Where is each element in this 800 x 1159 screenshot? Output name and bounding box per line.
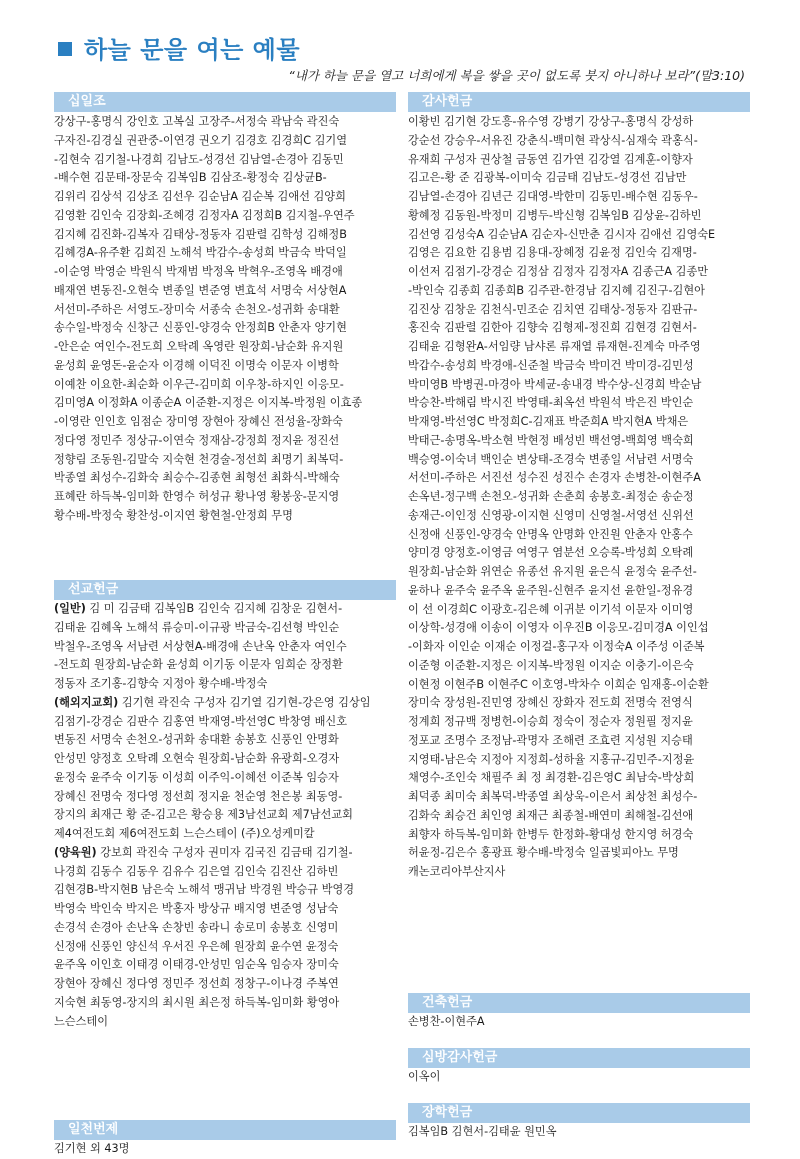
name-line: 강상구-홍명식 강인호 고복실 고장주-서정숙 곽남숙 곽진숙 (54, 115, 340, 128)
name-text: 안성민 양정호 오탁례 오현숙 원장희-남순화 유광희-오경자 (54, 752, 340, 765)
name-line: -박인숙 김종희 김종희B 김주관-한경남 김지혜 김진구-김현아 (408, 283, 705, 297)
section-title: 건축헌금 (422, 995, 473, 1010)
name-line: 김선영 김성숙A 김순남A 김순자-신만춘 김시자 김애선 김영숙E (408, 227, 716, 241)
section-title: 감사헌금 (422, 94, 473, 109)
name-line: 배재연 변동진-오현숙 변종일 변준영 변효석 서명숙 서상현A (54, 283, 347, 297)
name-line: 김지혜 김진화-김복자 김태상-정동자 김판렬 김학성 김해정B (54, 227, 347, 241)
name-line (54, 975, 396, 994)
name-line: 이선저 김점기-강경순 김정삼 김정자 김정자A 김종근A 김종만 (408, 265, 709, 278)
name-line: 박종열 최성수-김화숙 최승수-김종현 최형선 최화식-박해숙 (54, 471, 340, 485)
name-line: 송수일-박정숙 신창근 신풍인-양경숙 안정희B 안춘자 양기현 (54, 321, 347, 335)
name-line: 김영은 김요한 김용범 김용대-장혜정 김윤정 김인숙 김재명- (408, 246, 697, 260)
section-heading-tithe (54, 92, 396, 112)
name-line: 원장희-남순화 위연순 유종선 유지원 윤은식 윤정숙 윤주선- (408, 565, 697, 578)
name-line (54, 844, 396, 863)
name-text: 정동자 조기홍-김향숙 지정아 황수배-박정숙 (54, 677, 268, 690)
section-heading-thanks (408, 92, 750, 112)
name-text: -전도희 원장희-남순화 윤성희 이기동 이문자 임희순 장정환 (54, 658, 343, 672)
name-text: 김기현 곽진숙 구성자 김기열 김기현-강은영 김상임 (118, 695, 371, 709)
name-line: 김고은-황 준 김광복-이미숙 김금태 김남도-성경선 김남만 (408, 171, 687, 185)
category-tag: (양육원) (54, 845, 97, 859)
name-line: 김기현 외 43명 (54, 1142, 130, 1155)
name-line: 김미영A 이정화A 이종순A 이준환-지정은 이지복-박정원 이효종 (54, 396, 363, 410)
section-body-tithe (54, 113, 396, 533)
name-line: 황수배-박정숙 황찬성-이지연 황현철-안정희 무명 (54, 508, 293, 522)
name-line: 김혜경A-유주환 김희진 노해석 박감수-송성희 박금숙 박덕일 (54, 246, 347, 260)
name-line: 김남열-손경아 김년근 김대영-박한미 김동민-배수현 김동우- (408, 190, 698, 203)
name-text: 김현경B-박지현B 남은숙 노해석 맹귀남 박경원 박승규 박영경 (54, 883, 355, 897)
name-line (54, 806, 396, 825)
name-line: 지영태-남은숙 지정아 지정희-성하율 지홍규-김민주-지정윤 (408, 752, 695, 766)
name-line (54, 825, 396, 844)
section-body-building (408, 1013, 750, 1032)
title-square-icon (58, 42, 72, 56)
name-text: 박영숙 박인숙 박지은 박홍자 방상규 배지영 변준영 성남숙 (54, 902, 339, 915)
name-line (54, 1013, 396, 1032)
name-line: 이준형 이준환-지정은 이지복-박정원 이지순 이충기-이은숙 (408, 658, 694, 672)
name-text: 변동진 서명숙 손천오-성귀화 송대환 송봉호 신풍인 안명화 (54, 733, 339, 747)
name-line: 신정애 신풍인-양경숙 안명옥 안명화 안진원 안춘자 안홍수 (408, 527, 693, 541)
name-line: 유재희 구성자 권상철 금동연 김가연 김강열 김계훈-이향자 (408, 152, 693, 166)
name-line: 김위리 김상석 김상조 김선우 김순남A 김순복 김애선 김양희 (54, 190, 346, 203)
name-line: 캐논코리아부산지사 (408, 865, 506, 878)
section-body-mountain (408, 1068, 750, 1087)
name-line: 이상학-성경애 이송이 이영자 이우진B 이응모-김미경A 이인섭 (408, 621, 709, 635)
name-line: 박태근-송명옥-박소현 박현정 배성빈 백선영-백희영 백숙희 (408, 433, 694, 447)
name-text: 지숙현 최동영-장지의 최시원 최은정 하득복-임미화 황영아 (54, 995, 340, 1009)
name-line: 최향자 하득복-임미화 한병두 한정화-황대성 한지영 허경숙 (408, 827, 694, 841)
name-line (54, 675, 396, 694)
section-title: 심방감사헌금 (422, 1050, 498, 1065)
name-line: 양미경 양정호-이영금 여영구 염분선 오승록-박성희 오탁례 (408, 546, 694, 560)
name-line (54, 656, 396, 675)
section-heading-scholarship (408, 1103, 750, 1123)
name-line: 김화숙 최승건 최인영 최재근 최종철-배연미 최해철-김선애 (408, 808, 694, 822)
name-text: 김태윤 김혜옥 노해석 류승미-이규광 박금숙-김선형 박인순 (54, 620, 340, 634)
name-line (54, 600, 396, 619)
name-line: 표혜란 하득복-임미화 한영수 허성규 황나영 황봉웅-문지영 (54, 490, 340, 503)
name-text: 김 미 김금태 김복임B 김인숙 김지혜 김창운 김현서- (85, 602, 343, 615)
category-tag: (해외지교회) (54, 695, 119, 709)
name-text: 윤주옥 이인호 이태경 이태경-안성민 임순옥 임승자 장미숙 (54, 958, 339, 972)
section-heading-building (408, 993, 750, 1013)
name-line: 박승찬-박해림 박시진 박영태-최옥선 박원석 박은진 박인순 (408, 396, 694, 410)
name-line: 김복임B 김현서-김태윤 원민옥 (408, 1125, 557, 1138)
name-line: 백승영-이숙녀 백인순 변상태-조경숙 변종일 서남련 서명숙 (408, 452, 694, 466)
name-line (54, 788, 396, 807)
name-text: 장지의 최재근 황 준-김고은 황승용 제3남선교회 제7남선교회 (54, 808, 353, 822)
name-line: -배수현 김문태-장문숙 김복임B 김삼조-황정숙 김상균B- (54, 171, 327, 185)
name-text: 신정애 신풍인 양신석 우서진 우은혜 원장희 윤수연 윤정숙 (54, 939, 339, 953)
name-line: 허윤정-김은수 홍광표 황수배-박정숙 일곱빛피아노 무명 (408, 846, 679, 860)
name-line: -이영란 인인호 임점순 장미영 장현아 장혜신 전성율-장화숙 (54, 415, 343, 428)
name-line: 구자진-김경실 권관중-이연경 권오기 김경호 김경희C 김기열 (54, 133, 348, 147)
name-line: 황혜정 김동원-박정미 김병두-박신형 김복임B 김상윤-김하빈 (408, 208, 702, 222)
name-text: 제4여전도회 제6여전도회 느슨스테이 (주)오성케미칼 (54, 827, 315, 840)
name-line: 정계희 정규백 정병헌-이승희 정숙이 정순자 정원필 정지윤 (408, 715, 693, 728)
name-line: 박갑수-송성희 박경애-신준철 박금숙 박미건 박미경-김민성 (408, 358, 694, 372)
section-title: 장학헌금 (422, 1105, 473, 1120)
section-heading-mountain (408, 1048, 750, 1068)
name-line: 홍진숙 김판렬 김한아 김향숙 김형제-정진희 김현경 김현서- (408, 321, 697, 335)
category-tag: (일반) (54, 602, 86, 615)
name-text: 김점기-강경순 김판수 김홍연 박재영-박선영C 박창영 배신호 (54, 714, 348, 728)
name-line: 이현정 이현주B 이현주C 이호영-박차수 이희순 임재홍-이순환 (408, 677, 709, 691)
name-line: 최덕종 최미숙 최복덕-박종열 최상욱-이은서 최상천 최성수- (408, 790, 698, 803)
name-line (54, 638, 396, 657)
name-text: 윤정숙 윤주숙 이기동 이성희 이주익-이혜선 이준복 임승자 (54, 770, 339, 784)
name-line (54, 994, 396, 1013)
section-heading-first-fruits (54, 1120, 396, 1140)
name-line: 정다영 정민주 정상규-이연숙 정재삼-강정희 정지윤 정진선 (54, 433, 340, 447)
name-line: 서선미-주하은 서진선 성수진 성진수 손경자 손병찬-이현주A (408, 471, 701, 485)
name-line (54, 713, 396, 732)
section-heading-mission (54, 580, 396, 600)
name-line (54, 919, 396, 938)
name-line (54, 619, 396, 638)
name-line: 손옥년-정구백 손천오-성귀화 손춘희 송봉호-최정순 송순정 (408, 490, 694, 503)
name-line (54, 863, 396, 882)
name-line: 이황빈 김기현 강도흥-유수영 강병기 강상구-홍명식 강성하 (408, 115, 694, 128)
name-line (54, 938, 396, 957)
name-line (54, 956, 396, 975)
name-line: 이 선 이경희C 이광호-김은혜 이귀분 이기석 이문자 이미영 (408, 602, 694, 616)
name-line: 박재영-박선영C 박정희C-김재표 박준희A 박지현A 박채은 (408, 415, 689, 428)
name-line: 정향림 조동원-김말숙 지숙현 천경술-정선희 최명기 최복덕- (54, 452, 344, 466)
name-line (54, 881, 396, 900)
page-title (58, 30, 300, 64)
name-line: 박미영B 박병권-마경아 박세균-송내경 박수상-신경희 박순남 (408, 377, 702, 391)
name-line: 윤성희 윤영돈-윤순자 이경해 이덕진 이명숙 이문자 이병학 (54, 358, 339, 372)
name-text: 장현아 장혜신 정다영 정민주 정선희 정창구-이나경 주복연 (54, 977, 339, 990)
name-line: -이화자 이인순 이재순 이정걸-홍구자 이정숙A 이주성 이준복 (408, 640, 705, 653)
name-line: 정포교 조명수 조정남-곽명자 조해련 조효련 지성원 지승태 (408, 733, 693, 747)
name-line: 김태윤 김형완A-서임량 남샤론 류재열 류재현-진계숙 마주영 (408, 340, 701, 353)
name-line: 송재근-이인정 신영광-이지현 신영미 신영철-서영선 신위선 (408, 508, 694, 522)
name-text: 박철우-조영옥 서남련 서상현A-배경애 손난옥 안춘자 여인수 (54, 639, 347, 653)
name-line: 장미숙 장성원-진민영 장혜신 장화자 전도희 전명숙 전영식 (408, 696, 693, 710)
name-line: 김진상 김창운 김천식-민조순 김치연 김태상-정동자 김판규- (408, 302, 698, 316)
title-text: 하늘 문을 여는 예물 (84, 35, 301, 64)
name-line: -김현숙 김기철-나경희 김남도-성경선 김남열-손경아 김동민 (54, 152, 344, 166)
section-title: 선교헌금 (68, 582, 119, 597)
section-body-thanks (408, 113, 750, 983)
name-line: 이예찬 이요한-최순화 이우근-김미희 이우창-하지인 이응모- (54, 377, 344, 391)
name-line: 이옥이 (408, 1070, 441, 1083)
name-line: 김영환 김인숙 김장회-조혜경 김정자A 김정희B 김지철-우연주 (54, 208, 355, 222)
name-text: 느슨스테이 (54, 1014, 109, 1028)
name-line (54, 694, 396, 713)
name-line (54, 731, 396, 750)
name-line: 강순선 강승우-서유진 강춘식-백미현 곽상식-심재숙 곽홍식- (408, 133, 698, 147)
name-line (54, 769, 396, 788)
section-body-mission (54, 600, 396, 1040)
section-body-first-fruits (54, 1140, 396, 1159)
name-text: 장혜신 전명숙 정다영 정선희 정지윤 천순영 천은봉 최동영- (54, 789, 343, 803)
name-line: 윤하나 윤주숙 윤주옥 윤주원-신현주 윤지선 윤한일-정유경 (408, 583, 694, 597)
name-line: 채영수-조인숙 채필주 최 정 최경환-김은영C 최남숙-박상희 (408, 771, 695, 785)
name-line: 서선미-주하은 서영도-장미숙 서종숙 손천오-성귀화 송대환 (54, 302, 340, 316)
name-line (54, 750, 396, 769)
section-body-scholarship (408, 1123, 750, 1142)
name-line: -이순영 박영순 박원식 박재범 박정옥 박혁우-조영옥 배경애 (54, 265, 343, 278)
section-title: 십일조 (68, 94, 106, 109)
section-title: 일천번제 (68, 1122, 119, 1137)
name-text: 나경희 김동수 김동우 김유수 김은열 김인숙 김진산 김하빈 (54, 864, 339, 878)
scripture-verse: “내가 하늘 문을 열고 너희에게 복을 쌓을 곳이 없도록 붓지 아니하나 보라”(말3:10) (288, 68, 745, 83)
name-text: 손경석 손경아 손난옥 손창빈 송라니 송로미 송봉호 신영미 (54, 920, 339, 934)
name-text: 강보희 곽진숙 구성자 권미자 김국진 김금태 김기철- (96, 845, 353, 859)
name-line: 손병찬-이현주A (408, 1015, 485, 1028)
name-line: -안은순 여인수-전도희 오탁례 옥영란 원장희-남순화 유지원 (54, 340, 344, 353)
name-line (54, 900, 396, 919)
